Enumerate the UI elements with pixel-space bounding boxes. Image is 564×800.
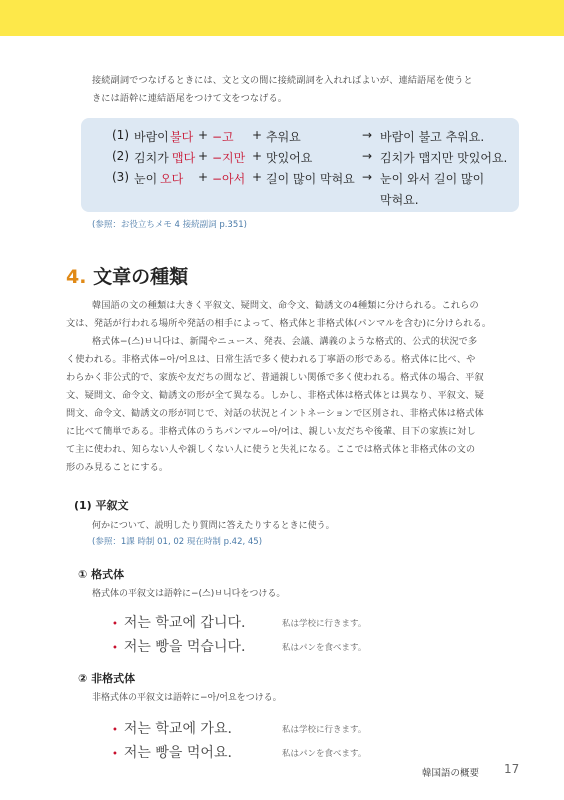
body-line: わらかく非公式的で、家族や友だちの間など、普通親しい関係で多く使われる。格式体の場合、平叙 <box>66 372 484 383</box>
example-stem: 맵다 <box>172 151 196 165</box>
plus-sign: + <box>198 128 209 142</box>
body-line: 韓国語の文の種類は大きく平叙文、疑問文、命令文、勧誘文の4種類に分けられる。これらの <box>92 300 479 311</box>
reference-note: (参照：1課 時制 01, 02 現在時制 p.42, 45) <box>92 537 263 547</box>
plus-sign: + <box>252 128 263 142</box>
subsection-description: 何かについて、説明したり質問に答えたりするときに使う。 <box>92 521 335 531</box>
body-line: く使われる。非格式体−아/어요は、日常生活で多く使われる丁寧語の形である。格式体に比べ、や <box>66 354 476 365</box>
example-sentence <box>112 718 232 738</box>
example-number: (2) <box>112 149 129 163</box>
section-title: 文章の種類 <box>93 266 189 288</box>
example-sentence <box>112 742 232 762</box>
bullet-icon: • <box>112 749 118 760</box>
page-number: 17 <box>504 762 520 776</box>
plus-sign: + <box>252 170 263 184</box>
body-line: て主に使われ、知らない人や親しくない人に使うと失礼になる。ここでは格式体と非格式体の文の <box>66 444 476 455</box>
arrow-icon: → <box>362 170 373 184</box>
intro-line-2: きには語幹に連結語尾をつけて文をつなげる。 <box>92 93 288 104</box>
example-sentence <box>112 636 245 656</box>
example-subject: 김치가 <box>134 151 169 165</box>
korean-sentence: 저는 학교에 가요. <box>123 721 232 737</box>
body-line: 形のみ見ることにする。 <box>66 462 169 473</box>
example-ending: −아서 <box>212 172 246 186</box>
intro-line-1: 接続副詞でつなげるときには、文と文の間に接続副詞を入れればよいが、連結語尾を使うと <box>92 75 473 86</box>
body-line: に比べて簡単である。非格式体のうちパンマル−아/어は、親しい友だちや後輩、目下の家族に対し <box>66 426 476 437</box>
translation: 私は学校に行きます。 <box>282 725 367 735</box>
bullet-icon: • <box>112 643 118 654</box>
example-result-cont: 막혀요. <box>380 193 419 207</box>
korean-sentence: 저는 학교에 갑니다. <box>123 615 246 631</box>
translation: 私はパンを食べます。 <box>282 749 367 759</box>
korean-sentence: 저는 빵을 먹습니다. <box>123 639 246 655</box>
informal-heading: ② 非格式体 <box>78 672 136 685</box>
body-line: 文、疑問文、命令文、勧誘文の形が全て異なる。しかし、非格式体は格式体とは異なり、平叙文、疑 <box>66 390 484 401</box>
section-heading <box>66 262 188 289</box>
reference-note: (参照：お役立ちメモ 4 接続副詞 p.351) <box>92 220 247 230</box>
korean-sentence: 저는 빵을 먹어요. <box>123 745 232 761</box>
example-subject: 바람이 <box>134 130 169 144</box>
example-stem: 불다 <box>170 130 194 144</box>
example-rest: 길이 많이 막혀요 <box>266 172 355 186</box>
example-number: (1) <box>112 128 129 142</box>
arrow-icon: → <box>362 128 373 142</box>
example-result: 눈이 와서 길이 많이 <box>380 172 485 186</box>
translation: 私は学校に行きます。 <box>282 619 367 629</box>
body-line: 格式体−(스)ㅂ니다は、新聞やニュース、発表、会議、講義のような格式的、公式的状況で多 <box>92 336 478 347</box>
example-result: 김치가 맵지만 맛있어요. <box>380 151 508 165</box>
footer-title: 韓国語の概要 <box>422 768 480 779</box>
body-line: 文は、発話が行われる場所や発話の相手によって、格式体と非格式体(パンマルを含む)に分けられる。 <box>66 318 492 329</box>
example-rest: 맛있어요 <box>266 151 313 165</box>
body-line: 問文、命令文、勧誘文の形が同じで、対話の状況とイントネーションで区別され、非格式体は格式体 <box>66 408 484 419</box>
example-sentence <box>112 612 245 632</box>
example-ending: −지만 <box>212 151 246 165</box>
plus-sign: + <box>198 149 209 163</box>
plus-sign: + <box>252 149 263 163</box>
example-stem: 오다 <box>160 172 184 186</box>
translation: 私はパンを食べます。 <box>282 643 367 653</box>
informal-description: 非格式体の平叙文は語幹に−아/어요をつける。 <box>92 693 282 703</box>
arrow-icon: → <box>362 149 373 163</box>
subsection-heading: (1) 平叙文 <box>74 499 129 512</box>
plus-sign: + <box>198 170 209 184</box>
example-rest: 추워요 <box>266 130 301 144</box>
formal-heading: ① 格式体 <box>78 568 125 581</box>
example-number: (3) <box>112 170 129 184</box>
bullet-icon: • <box>112 619 118 630</box>
section-number: 4. <box>66 266 87 288</box>
top-color-bar <box>0 0 564 36</box>
bullet-icon: • <box>112 725 118 736</box>
formal-description: 格式体の平叙文は語幹に−(스)ㅂ니다をつける。 <box>92 589 286 599</box>
example-subject: 눈이 <box>134 172 158 186</box>
example-ending: −고 <box>212 130 234 144</box>
example-result: 바람이 불고 추워요. <box>380 130 485 144</box>
